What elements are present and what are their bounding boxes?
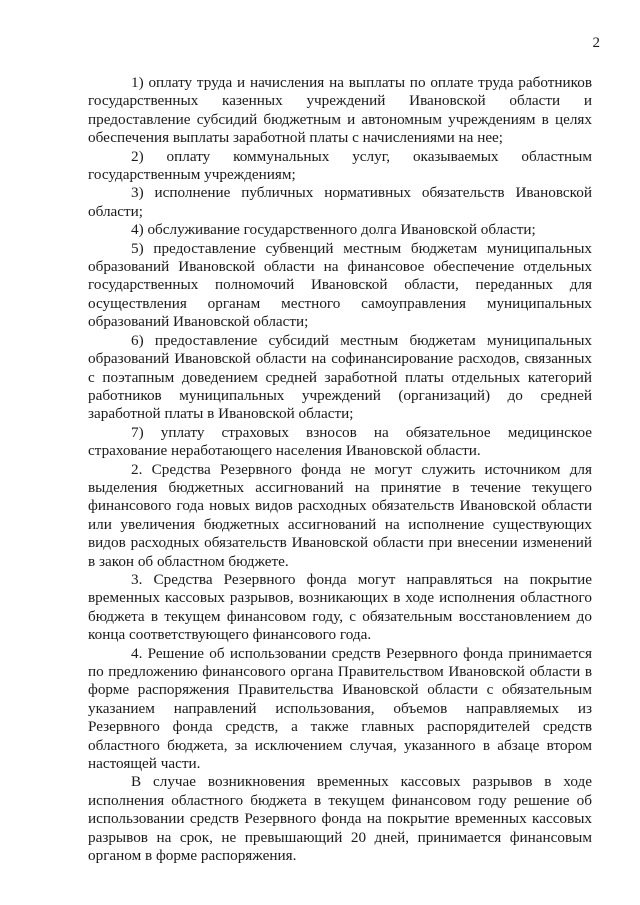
paragraph-section-3: 3. Средства Резервного фонда могут направляться на покрытие временных кассовых разрывов, возникающих в ходе исполнения областного бюджета в текущем финансовом году, с обязательным восстановлением до конца соответствующего финансового года. (88, 570, 592, 644)
paragraph-section-2: 2. Средства Резервного фонда не могут служить источником для выделения бюджетных ассигнований на принятие в течение текущего финансового года новых видов расходных обязательств Ивановской области или увеличения бюджетных ассигнований на исполнение существующих видов расходных обязательств Ивановской области при внесении изменений в закон об областном бюджете. (88, 460, 592, 570)
paragraph-item-4: 4) обслуживание государственного долга Ивановской области; (131, 221, 536, 239)
paragraph-item-7: 7) уплату страховых взносов на обязательное медицинское страхование неработающего населения Ивановской области. (88, 423, 592, 460)
paragraph-item-1: 1) оплату труда и начисления на выплаты по оплате труда работников государственных казенных учреждений Ивановской области и предоставление субсидий бюджетным и автономным учреждениям в целях обеспечения выплаты заработной платы с начислениями на нее; (88, 74, 592, 147)
document-body (88, 74, 592, 865)
paragraph-section-4: 4. Решение об использовании средств Резервного фонда принимается по предложению финансового органа Правительством Ивановской области в форме распоряжения Правительства Ивановской области с обязательным указанием направлений использования, объемов направляемых из Резервного фонда средств, а также главных распорядителей средств областного бюджета, за исключением случая, указанного в абзаце втором настоящей части. (88, 644, 592, 773)
page-number: 2 (592, 35, 600, 51)
paragraph-item-5: 5) предоставление субвенций местным бюджетам муниципальных образований Ивановской области на финансовое обеспечение отдельных государственных полномочий Ивановской области, переданных для осуществления органам местного самоуправления муниципальных образований Ивановской области; (88, 239, 592, 331)
paragraph-item-6: 6) предоставление субсидий местным бюджетам муниципальных образований Ивановской области на софинансирование расходов, связанных с поэтапным доведением средней заработной платы отдельных категорий работников муниципальных учреждений (организаций) до средней заработной платы в Ивановской области; (88, 331, 592, 423)
paragraph-section-4-second: В случае возникновения временных кассовых разрывов в ходе исполнения областного бюджета в текущем финансовом году решение об использовании средств Резервного фонда на покрытие временных кассовых разрывов на срок, не превышающий 20 дней, принимается финансовым органом в форме распоряжения. (88, 773, 592, 865)
paragraph-item-2: 2) оплату коммунальных услуг, оказываемых областным государственным учреждениям; (88, 147, 592, 184)
paragraph-item-3: 3) исполнение публичных нормативных обязательств Ивановской области; (88, 184, 592, 220)
